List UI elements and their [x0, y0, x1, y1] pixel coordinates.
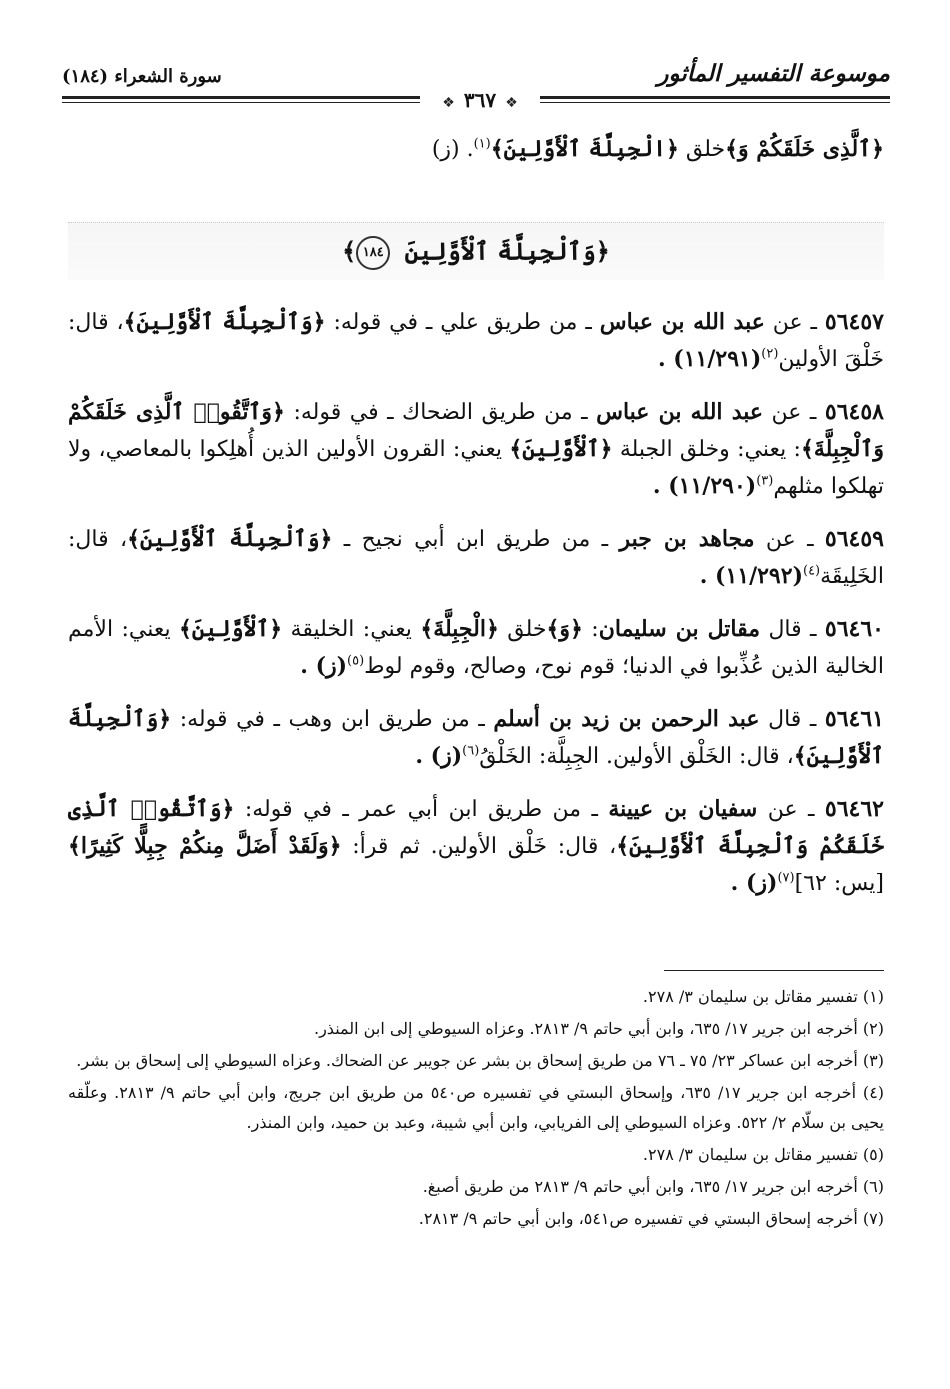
- footnotes: [68, 982, 884, 1236]
- text-segment: ـ من طريق الضحاك ـ في قوله:: [284, 400, 597, 425]
- footnote: (٥) تفسير مقاتل بن سليمان ٣/ ٢٧٨.: [642, 1145, 884, 1164]
- verse-close: ﴾: [342, 236, 357, 266]
- text-segment: ـ عن: [757, 797, 825, 822]
- entry-number: ٥٦٤٥٨: [824, 399, 884, 425]
- footnote: (٧) أخرجه إسحاق البستي في تفسيره ص٥٤١، وابن أبي حاتم ٩/ ٢٨١٣.: [418, 1209, 884, 1228]
- quran-quote: ﴿وَ﴾: [546, 616, 583, 642]
- volume-ref: . (ز): [730, 870, 778, 896]
- text-segment: ـ قال: [760, 617, 825, 642]
- text-segment: ـ من طريق ابن وهب ـ في قوله:: [171, 707, 494, 732]
- book-title: موسوعة التفسير المأثور: [657, 60, 890, 87]
- page-number: ٣٦٧: [463, 88, 497, 112]
- quran-quote: ﴿وَٱلْجِبِلَّةَ ٱلْأَوَّلِينَ﴾: [127, 526, 333, 552]
- text-segment: ـ من طريق ابن أبي نجيح ـ: [332, 527, 620, 552]
- quran-quote: ﴿ٱلْأَوَّلِينَ﴾: [179, 616, 283, 642]
- text-segment: يعني: الخليقة: [282, 617, 421, 642]
- narrator: عبد الله بن عباس: [596, 399, 764, 425]
- narrator: عبد الرحمن بن زيد بن أسلم: [493, 706, 760, 732]
- text-segment: يعني: الأمم الخالية الذين عُذِّبوا في الدنيا؛ قوم نوح، وصالح، وقوم لوط: [68, 617, 884, 679]
- volume-ref: . (ز): [300, 653, 348, 679]
- footnote-marker: (٣): [756, 473, 774, 489]
- verse-text: ﴿وَٱلْجِبِلَّةَ ٱلْأَوَّلِينَ: [404, 236, 610, 266]
- entry-number: ٥٦٤٥٩: [824, 526, 884, 552]
- text-segment: ـ عن: [764, 310, 825, 335]
- quran-quote: ﴿ٱلْأَوَّلِينَ﴾: [509, 436, 613, 462]
- text-segment: : يعني: وخلق الجبلة: [612, 437, 801, 462]
- quran-quote: ﴿وَلَقَدْ أَضَلَّ مِنكُمْ جِبِلًّا كَثِيرًا﴾: [68, 833, 342, 859]
- narrator: عبد الله بن عباس: [599, 309, 765, 335]
- narrator: مقاتل بن سليمان: [598, 616, 761, 642]
- text-segment: ـ من طريق ابن أبي عمر ـ في قوله:: [234, 797, 609, 822]
- page-number-box: [420, 88, 540, 114]
- entry-number: ٥٦٤٦٢: [824, 796, 884, 822]
- surah-label: سورة الشعراء (١٨٤): [62, 66, 222, 87]
- footnote: (٦) أخرجه ابن جرير ١٧/ ٦٣٥، وابن أبي حاتم ٩/ ٢٨١٣ من طريق أصبغ.: [422, 1177, 884, 1196]
- narrator: سفيان بن عيينة: [608, 796, 758, 822]
- ornament-icon: ❖: [505, 95, 518, 111]
- quran-quote: ﴿وَٱتَّقُوا۟ ٱلَّذِى خَلَقَكُمْ وَٱلْجِبِلَّةَ﴾: [68, 399, 884, 462]
- quran-quote: ﴿الْجِبِلَّةَ ٱلْأَوَّلِينَ﴾: [490, 136, 679, 162]
- footnote: (١) تفسير مقاتل بن سليمان ٣/ ٢٧٨.: [642, 987, 884, 1006]
- text-segment: خلق: [498, 617, 547, 642]
- text-segment: خلق: [685, 137, 726, 162]
- text-segment: ، قال: خَلْق الأولين. ثم قرأ:: [341, 834, 617, 859]
- entry-number: ٥٦٤٦١: [824, 706, 884, 732]
- entry: [68, 521, 884, 595]
- entry: [68, 701, 884, 775]
- quran-quote: ﴿ٱلَّذِى خَلَقَكُمْ وَ﴾: [725, 136, 884, 162]
- quran-quote: ﴿الْجِبِلَّةَ﴾: [420, 616, 499, 642]
- text-segment: ـ من طريق علي ـ في قوله:: [325, 310, 600, 335]
- text-segment: [يس: ٦٢]: [794, 871, 884, 896]
- entry-number: ٥٦٤٥٧: [824, 309, 884, 335]
- text-segment: ـ قال: [759, 707, 825, 732]
- quran-quote: ﴿وَٱلْجِبِلَّةَ ٱلْأَوَّلِينَ﴾: [68, 706, 884, 769]
- footnote-marker: (١): [473, 136, 491, 152]
- text-segment: ، قال: خَلْقَ الأولين: [68, 310, 884, 372]
- footnote-marker: (٢): [761, 346, 779, 362]
- entry: [68, 394, 884, 505]
- volume-ref: . (ز): [415, 743, 463, 769]
- text-segment: ـ عن: [763, 400, 825, 425]
- ayah-number-badge: ١٨٤: [356, 236, 390, 270]
- entries-list: [68, 304, 884, 918]
- text-segment: ، قال: الخَلِيقَة: [68, 527, 884, 589]
- volume-ref: . (١١/٢٩١): [657, 346, 762, 372]
- entry: [68, 304, 884, 378]
- quran-quote: ﴿وَٱتَّقُوا۟ ٱلَّذِى خَلَقَكُمْ وَٱلْجِبِلَّةَ ٱلْأَوَّلِينَ﴾: [68, 796, 884, 859]
- text-segment: :: [582, 617, 599, 642]
- footnote: (٢) أخرجه ابن جرير ١٧/ ٦٣٥، وابن أبي حاتم ٩/ ٢٨١٣. وعزاه السيوطي إلى ابن المنذر.: [313, 1019, 884, 1038]
- volume-ref: . (١١/٢٩٠): [652, 473, 757, 499]
- text-segment: يعني: القرون الأولين الذين أُهلِكوا بالمعاصي، ولا تهلكوا مثلهم: [68, 437, 884, 499]
- footnote-marker: (٤): [802, 563, 821, 579]
- entry: [68, 791, 884, 902]
- intro-line: [68, 130, 884, 169]
- text-segment: . (ز): [431, 137, 474, 162]
- narrator: مجاهد بن جبر: [619, 526, 755, 552]
- footnote-marker: (٦): [462, 743, 480, 759]
- footnote-marker: (٧): [777, 870, 795, 886]
- ornament-icon: ❖: [442, 95, 455, 111]
- footnote-rule: [664, 970, 884, 971]
- footnote-marker: (٥): [347, 653, 365, 669]
- quran-quote: ﴿وَٱلْجِبِلَّةَ ٱلْأَوَّلِينَ﴾: [123, 309, 326, 335]
- verse-heading: [68, 222, 884, 280]
- entry: [68, 611, 884, 685]
- footnote: (٤) أخرجه ابن جرير ١٧/ ٦٣٥، وإسحاق البستي في تفسيره ص٥٤٠ من طريق ابن جريج، وابن أبي حاتم ٩/ ٢٨١٣. وعلّقه يحيى بن سلّام ٢/ ٥٢٢. وعزاه السيوطي إلى الفريابي، وابن أبي شيبة، وعبد بن حميد، وابن المنذر.: [68, 1083, 885, 1132]
- text-segment: ـ عن: [754, 527, 825, 552]
- entry-number: ٥٦٤٦٠: [824, 616, 884, 642]
- footnote: (٣) أخرجه ابن عساكر ٢٣/ ٧٥ ـ ٧٦ من طريق إسحاق بن بشر عن جويبر عن الضحاك. وعزاه السيوطي إلى إسحاق بن بشر.: [76, 1051, 884, 1070]
- text-segment: ، قال: الخَلْق الأولين. الجِبِلَّة: الخَلْقُ: [479, 744, 794, 769]
- volume-ref: . (١١/٢٩٢): [699, 563, 803, 589]
